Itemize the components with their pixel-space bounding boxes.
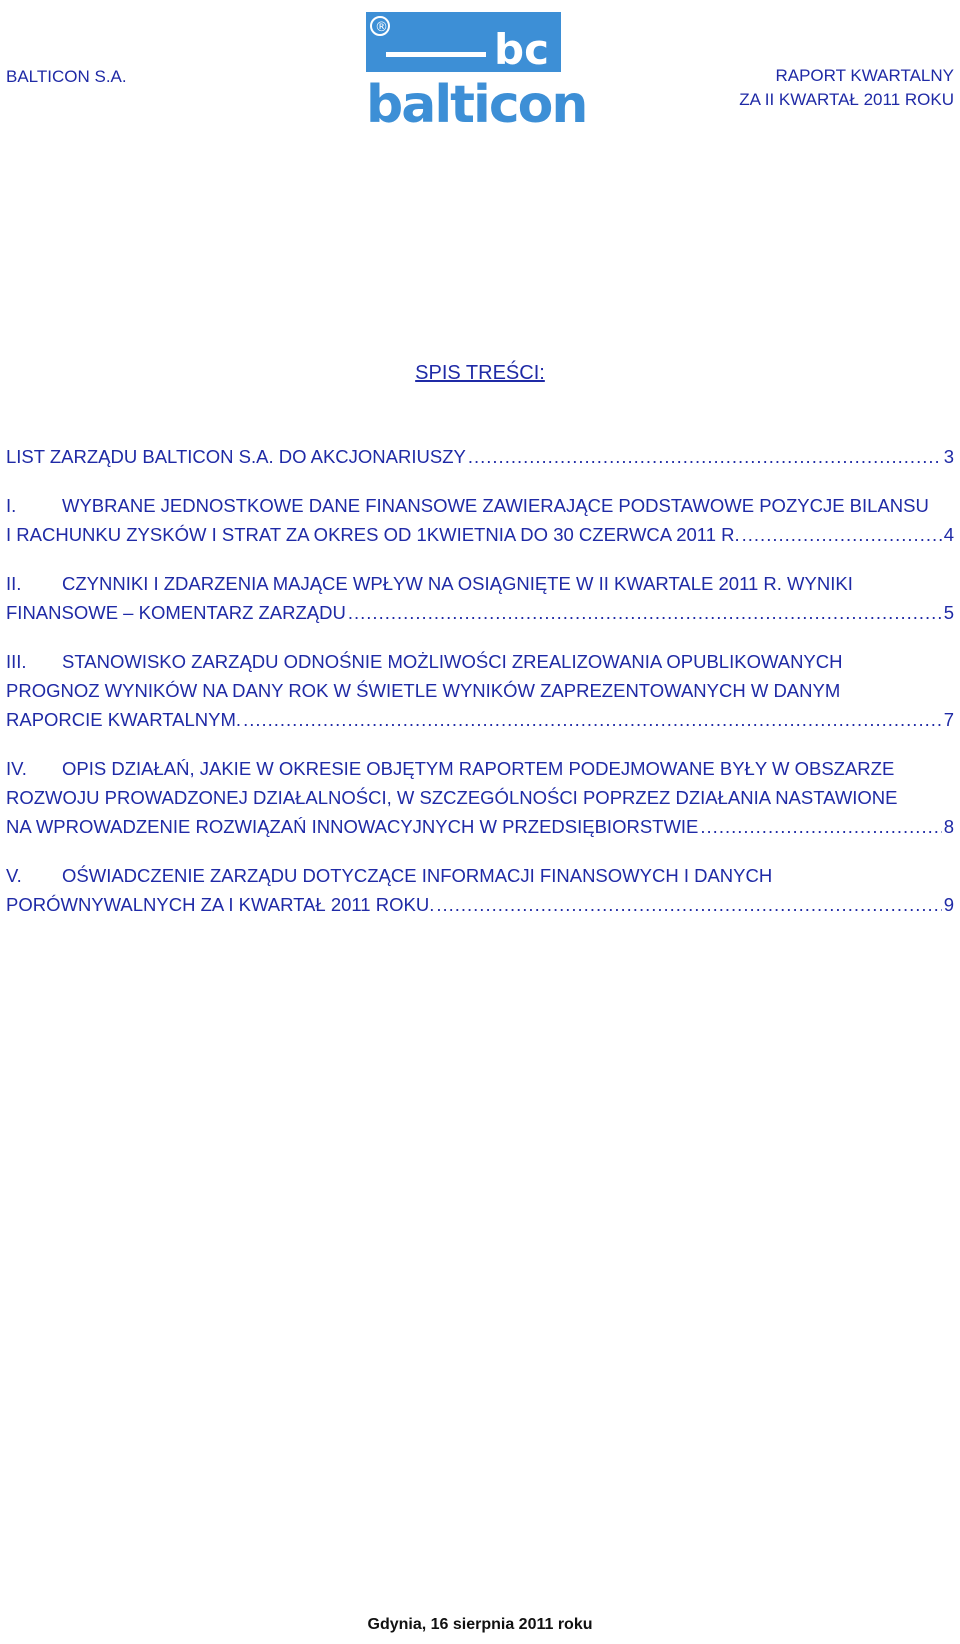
toc-entry-line [6, 676, 954, 705]
toc-dot-leader [348, 598, 942, 627]
toc-title: SPIS TREŚCI: [415, 362, 545, 384]
toc-entry-number: V. [6, 865, 22, 886]
balticon-logo [366, 12, 591, 132]
toc-entry-line [6, 890, 954, 919]
toc-entry-line [6, 442, 954, 471]
toc-entry-text: NA WPROWADZENIE ROZWIĄZAŃ INNOWACYJNYCH W PRZEDSIĘBIORSTWIE [6, 816, 699, 837]
report-title: RAPORT KWARTALNY [775, 66, 954, 85]
toc-page-number: 5 [943, 602, 954, 623]
toc-entry[interactable] [6, 569, 954, 627]
toc-entry-line [6, 491, 954, 520]
toc-entry-text: PORÓWNYWALNYCH ZA I KWARTAŁ 2011 ROKU. [6, 894, 435, 915]
place-date: Gdynia, 16 sierpnia 2011 roku [367, 1616, 593, 1633]
toc-entry-line [6, 861, 954, 890]
toc-entry-number: I. [6, 495, 17, 516]
toc-entry-line [6, 812, 954, 841]
toc-entry-text: LIST ZARZĄDU BALTICON S.A. DO AKCJONARIUSZY [6, 446, 466, 467]
logo-balticon-text: balticon [366, 75, 587, 132]
toc-entry-text: PROGNOZ WYNIKÓW NA DANY ROK W ŚWIETLE WYNIKÓW ZAPREZENTOWANYCH W DANYM [6, 680, 841, 701]
toc-entry-line [6, 520, 954, 549]
toc-dot-leader [436, 890, 941, 919]
report-heading [739, 64, 954, 112]
toc-entry-number: III. [6, 651, 27, 672]
toc-dot-leader [700, 812, 941, 841]
logo-bc-text: bc [494, 25, 549, 74]
toc-entry-text: STANOWISKO ZARZĄDU ODNOŚNIE MOŻLIWOŚCI ZREALIZOWANIA OPUBLIKOWANYCH [62, 651, 843, 672]
toc-dot-leader [742, 520, 942, 549]
toc-page-number: 7 [943, 709, 954, 730]
table-of-contents [6, 442, 954, 939]
toc-entry-line [6, 754, 954, 783]
toc-entry-number: IV. [6, 758, 27, 779]
toc-entry[interactable] [6, 754, 954, 841]
toc-entry-text: CZYNNIKI I ZDARZENIA MAJĄCE WPŁYW NA OSIĄGNIĘTE W II KWARTALE 2011 R. WYNIKI [62, 573, 853, 594]
toc-entry-text: ROZWOJU PROWADZONEJ DZIAŁALNOŚCI, W SZCZEGÓLNOŚCI POPRZEZ DZIAŁANIA NASTAWIONE [6, 787, 898, 808]
toc-entry-text: I RACHUNKU ZYSKÓW I STRAT ZA OKRES OD 1KWIETNIA DO 30 CZERWCA 2011 R. [6, 524, 740, 545]
toc-entry[interactable] [6, 647, 954, 734]
toc-page-number: 9 [943, 894, 954, 915]
toc-entry-text: RAPORCIE KWARTALNYM. [6, 709, 242, 730]
toc-entry-line [6, 783, 954, 812]
toc-page-number: 4 [943, 524, 954, 545]
toc-page-number: 3 [943, 446, 954, 467]
logo-registered-mark: ® [375, 20, 388, 35]
toc-entry-number: II. [6, 573, 22, 594]
toc-entry[interactable] [6, 442, 954, 471]
toc-entry-line [6, 647, 954, 676]
toc-entry[interactable] [6, 861, 954, 919]
toc-entry-line [6, 705, 954, 734]
toc-entry-line [6, 569, 954, 598]
toc-dot-leader [468, 442, 942, 471]
toc-entry-text: OŚWIADCZENIE ZARZĄDU DOTYCZĄCE INFORMACJI FINANSOWYCH I DANYCH [62, 865, 773, 886]
toc-entry-line [6, 598, 954, 627]
logo-upper-block [366, 12, 561, 74]
toc-dot-leader [243, 705, 942, 734]
report-period: ZA II KWARTAŁ 2011 ROKU [739, 90, 954, 109]
toc-entry[interactable] [6, 491, 954, 549]
toc-entry-text: OPIS DZIAŁAŃ, JAKIE W OKRESIE OBJĘTYM RAPORTEM PODEJMOWANE BYŁY W OBSZARZE [62, 758, 895, 779]
toc-page-number: 8 [943, 816, 954, 837]
toc-entry-text: FINANSOWE – KOMENTARZ ZARZĄDU [6, 602, 346, 623]
toc-entry-text: WYBRANE JEDNOSTKOWE DANE FINANSOWE ZAWIERAJĄCE PODSTAWOWE POZYCJE BILANSU [62, 495, 929, 516]
company-name: BALTICON S.A. [6, 67, 127, 86]
